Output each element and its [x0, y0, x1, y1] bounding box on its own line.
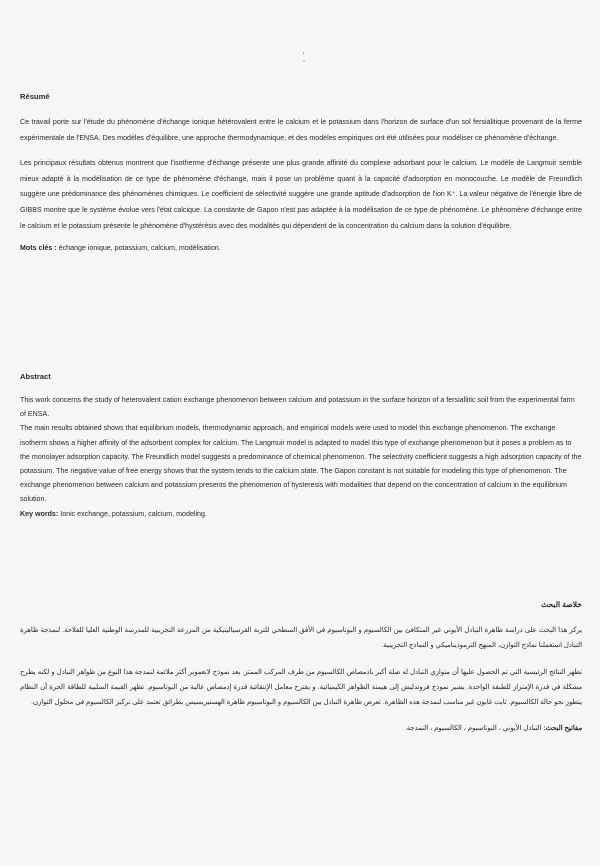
- abstract-keywords: [20, 507, 582, 521]
- resume-section: [20, 92, 582, 252]
- resume-keywords: [20, 244, 582, 252]
- arabic-keywords-label: مفاتيح البحث:: [543, 725, 582, 732]
- resume-paragraph: Ce travail porte sur l'étude du phénomène d'échange ionique hétérovalent entre le calcium et le potassium dans l'horizon de surface d'un sol fersialitique provenant de la ferme expérimentale de l'ENSA. Des modèles d'équilibre, une approche thermodynamique, et des modèles empiriques ont été utilisées pour modéliser ce phénomène d'échange.: [20, 118, 582, 142]
- arabic-paragraph: يركز هذا البحث على دراسة ظاهرة التبادل الأيوني غير المتكافئ بين الكالسيوم و البوتاسيوم في الأفق السطحي للتربة الفرسياليتيكية من المزرعة التجريبية للمدرسة الوطنية العليا للفلاحة. لنمذجة ظاهرة التبادل استعملنا نماذج التوازن، المنهج الترموديناميكي و النماذج التجريبية.: [20, 627, 582, 649]
- abstract-paragraph: This work concerns the study of heterovalent cation exchange phenomenon between calcium and potassium in the surface horizon of a fersiallitic soil from the experimental farm of ENSA.: [20, 396, 575, 419]
- resume-paragraph: Les principaux résultats obtenus montrent que l'isotherme d'échange présente une plus grande affinité du complexe adsorbant pour le calcium. Le modèle de Langmuir semble mieux adapté à la modélisation de ce type de phénomène d'échange, mais il pose un problème quant à la capacité d'adsorption en monocouche. Le modèle de Freundlich suggère une prédominance des phénomènes chimiques. Le coefficient de sélectivité suggère une grande aptitude d'adsorption de l'ion K⁺. La valeur négative de l'énergie libre de GIBBS montre que le système évolue vers l'état calcique. La constante de Gapon n'est pas adaptée à la modélisation de ce type de phénomène. Le phénomène d'échange entre le calcium et le potassium présente le phénomène d'hystérésis avec des modalités qui dépendent de la concentration du calcium dans la solution d'équilibre.: [20, 159, 582, 230]
- resume-keywords-text: échange ionique, potassium, calcium, modélisation.: [56, 244, 221, 253]
- abstract-keywords-text: Ionic exchange, potassium, calcium, modeling.: [58, 509, 207, 518]
- abstract-heading: Abstract: [20, 372, 51, 381]
- arabic-keywords: [20, 724, 582, 732]
- abstract-section: [20, 372, 582, 521]
- arabic-keywords-text: التبادل الأيوني ، البوتاسيوم ، الكالسيوم ، النمذجة.: [404, 725, 544, 732]
- resume-heading: Résumé: [20, 92, 50, 101]
- abstract-keywords-label: Key words:: [20, 509, 59, 518]
- arabic-paragraph: تظهر النتائج الرئيسية التي تم الحصول عليها أن متوازي التبادل له صلة أكبر بادمصاص الكالسيوم من طرف المركب الممتز. يعد نموذج لانغموير أكثر ملائمة لنمذجة هذا النوع من ظواهر التبادل و لكنه يطرح مشكلة في قدرة الإمتزاز للطبقة الواحدة. يشير نموذج فروندليش إلى هيمنة الظواهر الكيميائية. و يقترح معامل الإنتقائية قدرة إدمصاص عالية من البوتاسيوم. تظهر القيمة السلبية للطاقة الحرة أن النظام يتطور نحو حالة الكالسيوم. ثابت غابون غير مناسب لنمذجة هذه الظاهرة. تعرض ظاهرة التبادل بين الكالسيوم و البوتاسيوم ظاهرة الهستيريسيس بطرائق تعتمد على تركيز الكالسيوم في محلول التوازن.: [20, 669, 582, 706]
- abstract-paragraph: The main results obtained shows that equilibrium models, thermodynamic approach, and empirical models were used to model this exchange phenomenon. The exchange isotherm shows a higher affinity of the adsorbent complex for calcium. The Langmuir model is adapted to model this type of exchange phenomenon but it poses a problem as to the monolayer adsorption capacity. The Freundlich model suggests a predominance of chemical phenomenon. The selectivity coefficient suggests a high adsorption capacity of the potassium. The negative value of free energy shows that the system tends to the calcium state. The Gapon constant is not suitable for modeling this type of phenomenon. The exchange phenomenon between calcium and potassium presents the phenomenon of hysteresis with modalities that depend on the concentration of calcium in the equilibrium solution.: [20, 424, 582, 504]
- scan-mark: ˋ.: [297, 51, 309, 65]
- resume-keywords-label: Mots clés :: [20, 244, 57, 253]
- arabic-summary-section: [20, 600, 582, 732]
- arabic-heading: خلاصة البحث: [541, 600, 582, 609]
